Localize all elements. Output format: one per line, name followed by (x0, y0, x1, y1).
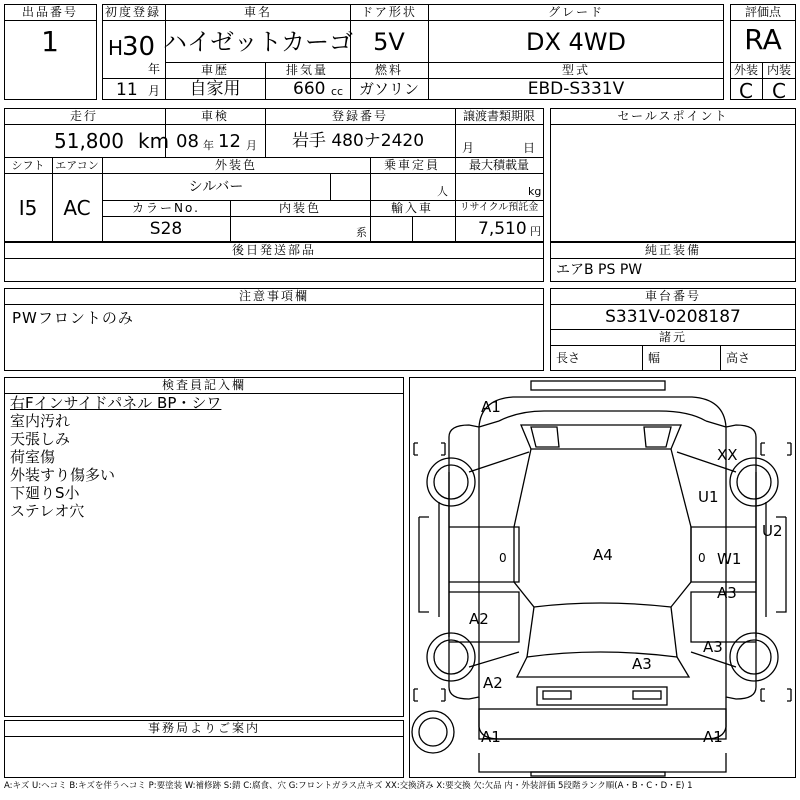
mark-a2-rear-left: A2 (483, 674, 503, 692)
inspection-month-unit: 月 (246, 139, 257, 152)
recycle-value: 7,510 (478, 219, 527, 239)
sales-point-box (550, 108, 796, 242)
import-label: 輸入車 (390, 201, 434, 215)
equipment-label: 純正装備 (644, 243, 702, 257)
mark-a1-rear-right: A1 (703, 728, 723, 746)
plate-label: 登録番号 (331, 109, 389, 123)
lot-value: 1 (41, 25, 59, 58)
dims-label: 諸元 (658, 330, 688, 344)
mileage-label: 走行 (69, 109, 99, 123)
chassis-label: 車台番号 (644, 289, 702, 303)
inspection-year-unit: 年 (203, 139, 214, 152)
name-label: 車名 (243, 5, 273, 19)
fuel-value: ガソリン (358, 80, 420, 98)
intcolor-label: 内装色 (278, 201, 322, 215)
inspector-note: 下廻りS小 (10, 484, 80, 502)
recycle-label: リサイクル預託金 (459, 202, 539, 213)
capacity-label: 乗車定員 (383, 158, 441, 172)
mark-w1: W1 (717, 550, 742, 568)
shift-value: I5 (18, 196, 38, 220)
ext-value: C (739, 79, 753, 103)
door-label: ドア形状 (361, 5, 417, 19)
sales-point-label: セールスポイント (617, 109, 729, 123)
inspector-note: 天張しみ (10, 430, 71, 448)
mileage-unit: km (138, 129, 170, 153)
mark-u2: U2 (762, 522, 783, 540)
grade-label: グレード (547, 5, 605, 19)
color-value: シルバー (188, 179, 244, 195)
equipment-value: エアB PS PW (556, 262, 643, 278)
inspector-note: 右Fインサイドパネル BP・シワ (10, 394, 222, 412)
mark-a3-right: A3 (717, 584, 737, 602)
load-label: 最大積載量 (468, 158, 530, 172)
transfer-month-unit: 月 (462, 141, 475, 155)
reg-label: 初度登録 (104, 5, 162, 19)
model-value: EBD-S331V (527, 79, 625, 99)
mark-a1-front-left: A1 (481, 398, 501, 416)
office-label: 事務局よりご案内 (147, 721, 261, 735)
inspector-note: 荷室傷 (10, 448, 56, 466)
transfer-day-unit: 日 (523, 141, 536, 155)
mark-a3-center: A3 (632, 655, 652, 673)
color-label: 外装色 (214, 158, 258, 172)
inspector-note: ステレオ穴 (10, 502, 85, 520)
reg-month: 11 (116, 80, 138, 100)
inspector-label: 検査員記入欄 (161, 378, 247, 392)
mark-a1-rear-left: A1 (481, 728, 501, 746)
mark-u1: U1 (698, 488, 719, 506)
mark-a2-left: A2 (469, 610, 489, 628)
ext-label: 外装 (733, 63, 759, 77)
legend-text: A:キズ U:ヘコミ B:キズを伴うヘコミ P:要塗装 W:補修跡 S:錆 C:腐食、穴 G:フロントガラス点キズ XX:交換済み X:要交換 欠:欠品 内・外装評価 5段階ランク順(A・B・C・D・E) 1 (4, 781, 693, 791)
height-label: 高さ (726, 351, 751, 365)
colorno-label: カラーNo. (132, 201, 200, 215)
mark-zero-left: 0 (499, 551, 507, 565)
inspector-note: 外装すり傷多い (10, 466, 116, 484)
shift-label: シフト (11, 159, 45, 172)
door-value: 5V (373, 28, 405, 56)
reg-era: H (108, 36, 124, 60)
mileage-value: 51,800 (54, 129, 124, 153)
inspection-label: 車検 (200, 109, 230, 123)
score-value: RA (744, 23, 782, 56)
reg-year: 30 (122, 32, 156, 62)
disp-label: 排気量 (285, 63, 329, 77)
plate-value: 岩手 480ナ2420 (291, 131, 425, 151)
inspection-year: 08 (176, 131, 199, 152)
chassis-value: S331V-0208187 (605, 307, 741, 327)
disp-value: 660 (293, 79, 326, 99)
later-parts-label: 後日発送部品 (231, 243, 317, 257)
notes-label: 注意事項欄 (238, 289, 310, 303)
fuel-label: 燃料 (374, 63, 404, 77)
inspection-month: 12 (218, 131, 241, 152)
disp-unit: cc (331, 85, 344, 98)
width-label: 幅 (648, 351, 661, 365)
int-label: 内装 (766, 63, 792, 77)
history-label: 車歴 (200, 63, 230, 77)
name-value: ハイゼットカーゴ (162, 28, 354, 56)
recycle-unit: 円 (530, 225, 541, 238)
mark-xx: XX (717, 446, 738, 464)
load-unit: kg (528, 185, 542, 198)
notes-value: PWフロントのみ (12, 309, 134, 327)
model-label: 型式 (561, 63, 591, 77)
mark-zero-right: 0 (698, 551, 706, 565)
ac-label: エアコン (55, 159, 99, 172)
inspector-note: 室内汚れ (10, 412, 71, 430)
mark-a4: A4 (593, 546, 613, 564)
reg-month-unit: 月 (148, 84, 161, 98)
car-diagram (409, 377, 796, 778)
length-label: 長さ (556, 351, 581, 365)
score-label: 評価点 (744, 5, 782, 19)
mark-a3-right-rear: A3 (703, 638, 723, 656)
history-value: 自家用 (189, 79, 241, 99)
reg-year-unit: 年 (148, 62, 161, 76)
colorno-value: S28 (149, 219, 183, 239)
capacity-unit: 人 (437, 185, 448, 198)
int-value: C (772, 79, 786, 103)
transfer-label: 譲渡書類期限 (462, 109, 536, 123)
ac-value: AC (63, 196, 91, 220)
lot-label: 出品番号 (21, 5, 79, 19)
intcolor-unit: 系 (356, 226, 367, 239)
grade-value: DX 4WD (525, 28, 627, 56)
